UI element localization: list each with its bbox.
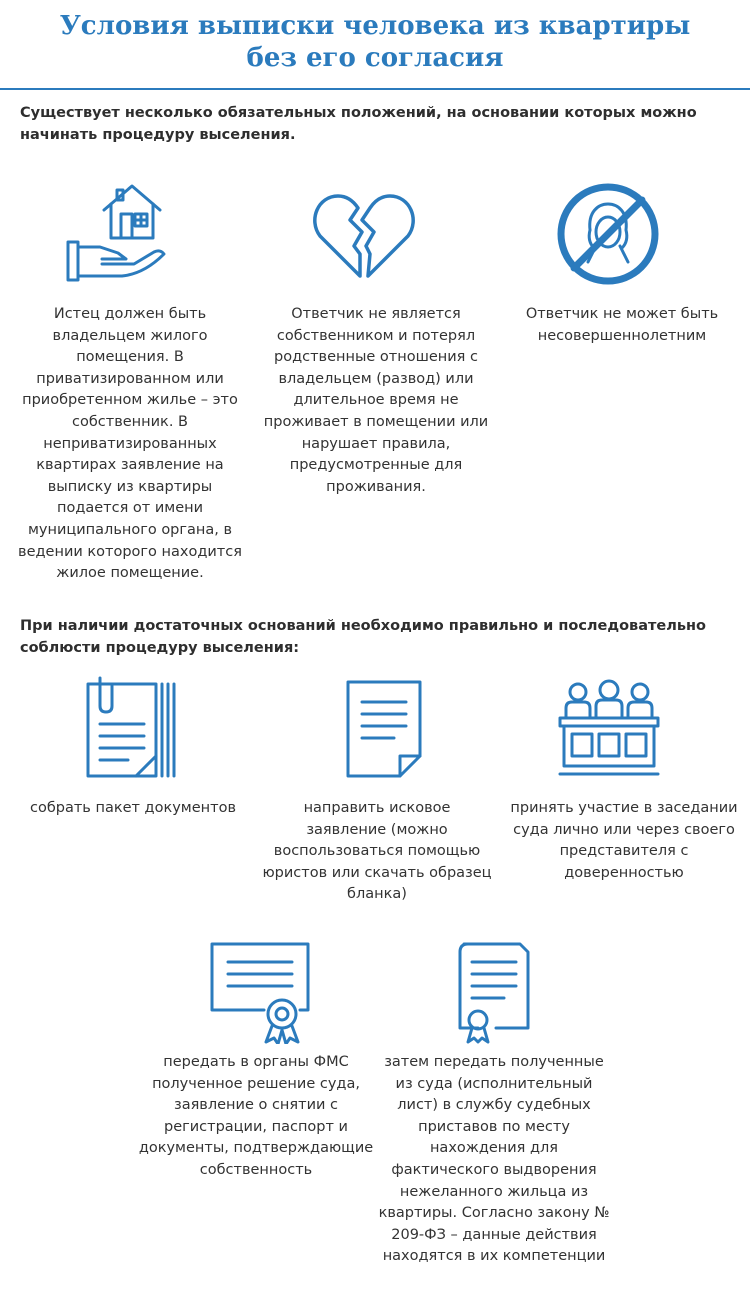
no-minors-icon — [556, 182, 660, 286]
step-court-hearing-text: принять участие в заседании суда лично или через своего представителя с доверенностью — [510, 800, 738, 881]
title-divider — [0, 88, 750, 90]
certificate-icon — [208, 940, 312, 1044]
document-pack-icon — [84, 676, 180, 780]
sealed-document-icon — [454, 940, 534, 1044]
page-title-line-2: без его согласия — [246, 43, 504, 73]
step-collect-documents-text: собрать пакет документов — [29, 800, 237, 816]
page-title — [0, 10, 750, 74]
step-bailiffs-text: затем передать полученные из суда (исполнительный лист) в службу судебных приставов по месту нахождения для фактического выдворения нежеланного жильца из квартиры. Согласно закону № 209-ФЗ – данные действия находятся в их компетенции — [378, 1054, 610, 1265]
condition-not-minor-text: Ответчик не может быть несовершеннолетним — [525, 306, 719, 344]
broken-heart-icon — [312, 190, 416, 278]
section-2-intro: При наличии достаточных оснований необходимо правильно и последовательно соблюсти процедуру выселения: — [20, 618, 707, 656]
condition-not-owner-text: Ответчик не является собственником и потерял родственные отношения с владельцем (развод) или длительное время не проживает в помещении или нарушает правила, предусмотренные для проживания. — [263, 306, 489, 495]
step-submit-fms-text: передать в органы ФМС полученное решение суда, заявление о снятии с регистрации, паспорт и документы, подтверждающие собственность — [138, 1054, 374, 1178]
step-file-claim-text: направить исковое заявление (можно воспользоваться помощью юристов или скачать образец бланка) — [262, 800, 492, 903]
claim-document-icon — [344, 678, 424, 778]
house-in-hand-icon — [62, 180, 172, 285]
section-1-intro: Существует несколько обязательных положений, на основании которых можно начинать процедуру выселения. — [20, 105, 697, 143]
court-session-icon — [556, 678, 662, 778]
condition-owner-text: Истец должен быть владельцем жилого помещения. В приватизированном или приобретенном жилье – это собственник. В неприватизированных квартирах заявление на выписку из квартиры подается от имени муниципального органа, в ведении которого находится жилое помещение. — [18, 306, 242, 582]
page-title-line-1: Условия выписки человека из квартиры — [59, 11, 691, 41]
